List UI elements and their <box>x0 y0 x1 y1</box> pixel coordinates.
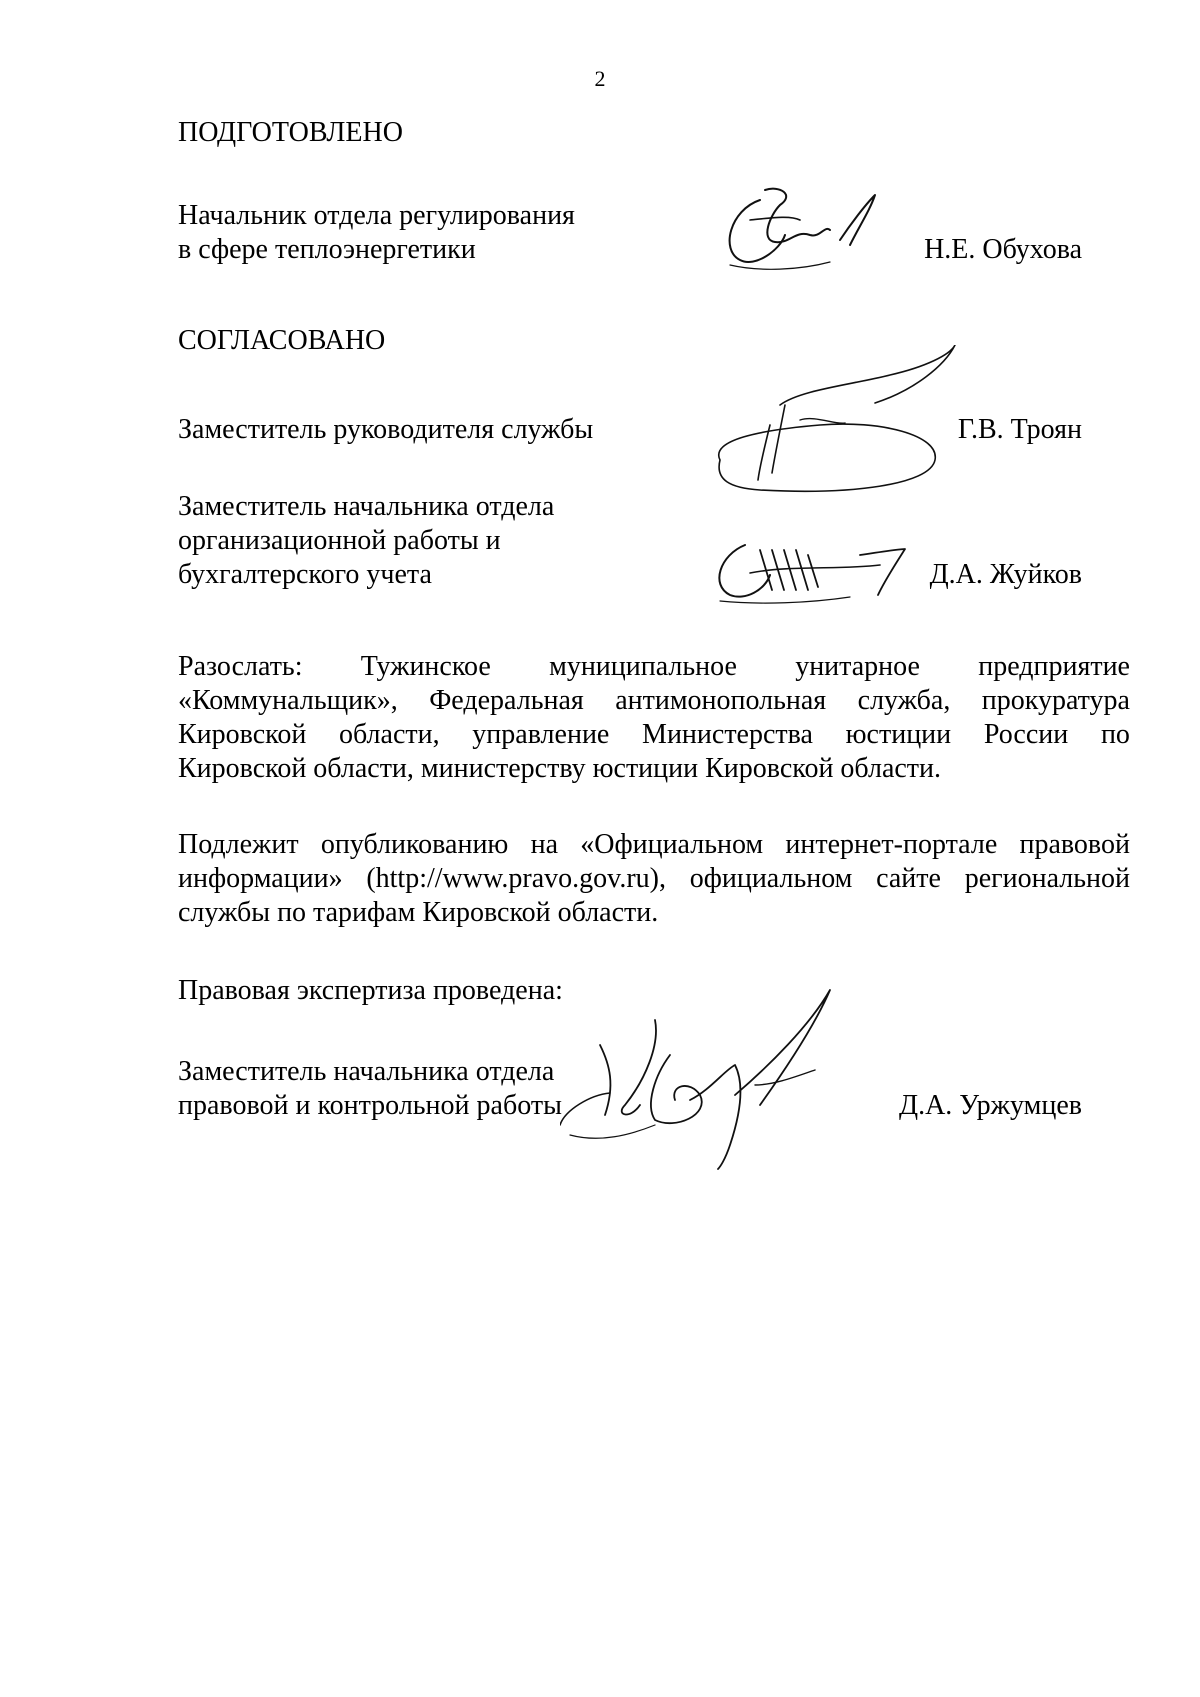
word: Кировской <box>178 719 307 750</box>
agreed-signatory-2-name: Д.А. Жуйков <box>929 559 1082 590</box>
word: «Коммунальщик», <box>178 685 398 716</box>
word: опубликованию <box>320 829 509 860</box>
publication-line <box>178 828 1130 862</box>
distribution-paragraph <box>178 650 1130 786</box>
word: муниципальное <box>549 651 737 682</box>
word: России <box>983 719 1069 750</box>
legal-review-signatory-title-line-1: Заместитель начальника отдела <box>178 1056 555 1087</box>
word: служба, <box>857 685 951 716</box>
word: Разослать: <box>178 651 303 682</box>
word: правовой <box>1019 829 1130 860</box>
word: унитарное <box>795 651 920 682</box>
legal-review-signatory-name: Д.А. Уржумцев <box>898 1090 1082 1121</box>
distribution-line <box>178 718 1130 752</box>
word: области, <box>339 719 440 750</box>
publication-paragraph <box>178 828 1130 930</box>
word: интернет-портале <box>785 829 998 860</box>
word: предприятие <box>978 651 1130 682</box>
word: «Официальном <box>580 829 764 860</box>
distribution-line <box>178 650 1130 684</box>
signature-zhuykov <box>710 535 910 610</box>
agreed-signatory-2-title-line-1: Заместитель начальника отдела <box>178 491 555 522</box>
word: прокуратура <box>981 685 1130 716</box>
word: Тужинское <box>360 651 491 682</box>
agreed-signatory-2-title-line-3: бухгалтерского учета <box>178 559 432 590</box>
distribution-line <box>178 752 1130 786</box>
word: управление <box>472 719 610 750</box>
legal-review-signatory-title-line-2: правовой и контрольной работы <box>178 1090 562 1121</box>
word: Министерства <box>642 719 813 750</box>
word: службы по тарифам Кировской области. <box>178 897 659 928</box>
page-number: 2 <box>594 66 606 91</box>
prepared-signatory-title-line-2: в сфере теплоэнергетики <box>178 234 476 265</box>
word: официальном <box>689 863 853 894</box>
word: (http://www.pravo.gov.ru), <box>366 863 666 894</box>
word: региональной <box>964 863 1130 894</box>
distribution-line <box>178 684 1130 718</box>
agreed-heading: СОГЛАСОВАНО <box>178 325 386 356</box>
prepared-signatory-title-line-1: Начальник отдела регулирования <box>178 200 575 231</box>
word: Подлежит <box>178 829 299 860</box>
agreed-signatory-1-name: Г.В. Троян <box>957 414 1082 445</box>
word: Кировской области, министерству юстиции Кировской области. <box>178 753 942 784</box>
prepared-signatory-name: Н.Е. Обухова <box>924 234 1082 265</box>
word: по <box>1100 719 1130 750</box>
word: Федеральная <box>429 685 584 716</box>
publication-line <box>178 862 1130 896</box>
legal-review-heading: Правовая экспертиза проведена: <box>178 975 563 1006</box>
word: антимонопольная <box>615 685 827 716</box>
word: юстиции <box>845 719 952 750</box>
agreed-signatory-1-title-line-1: Заместитель руководителя службы <box>178 414 594 445</box>
agreed-signatory-2-title-line-2: организационной работы и <box>178 525 501 556</box>
signature-obukhova <box>720 180 890 275</box>
publication-line <box>178 896 1130 930</box>
word: информации» <box>178 863 343 894</box>
word: сайте <box>876 863 941 894</box>
signature-troyan <box>700 345 975 500</box>
word: на <box>530 829 558 860</box>
signature-urzhumtsev <box>560 985 900 1170</box>
prepared-heading: ПОДГОТОВЛЕНО <box>178 117 403 148</box>
